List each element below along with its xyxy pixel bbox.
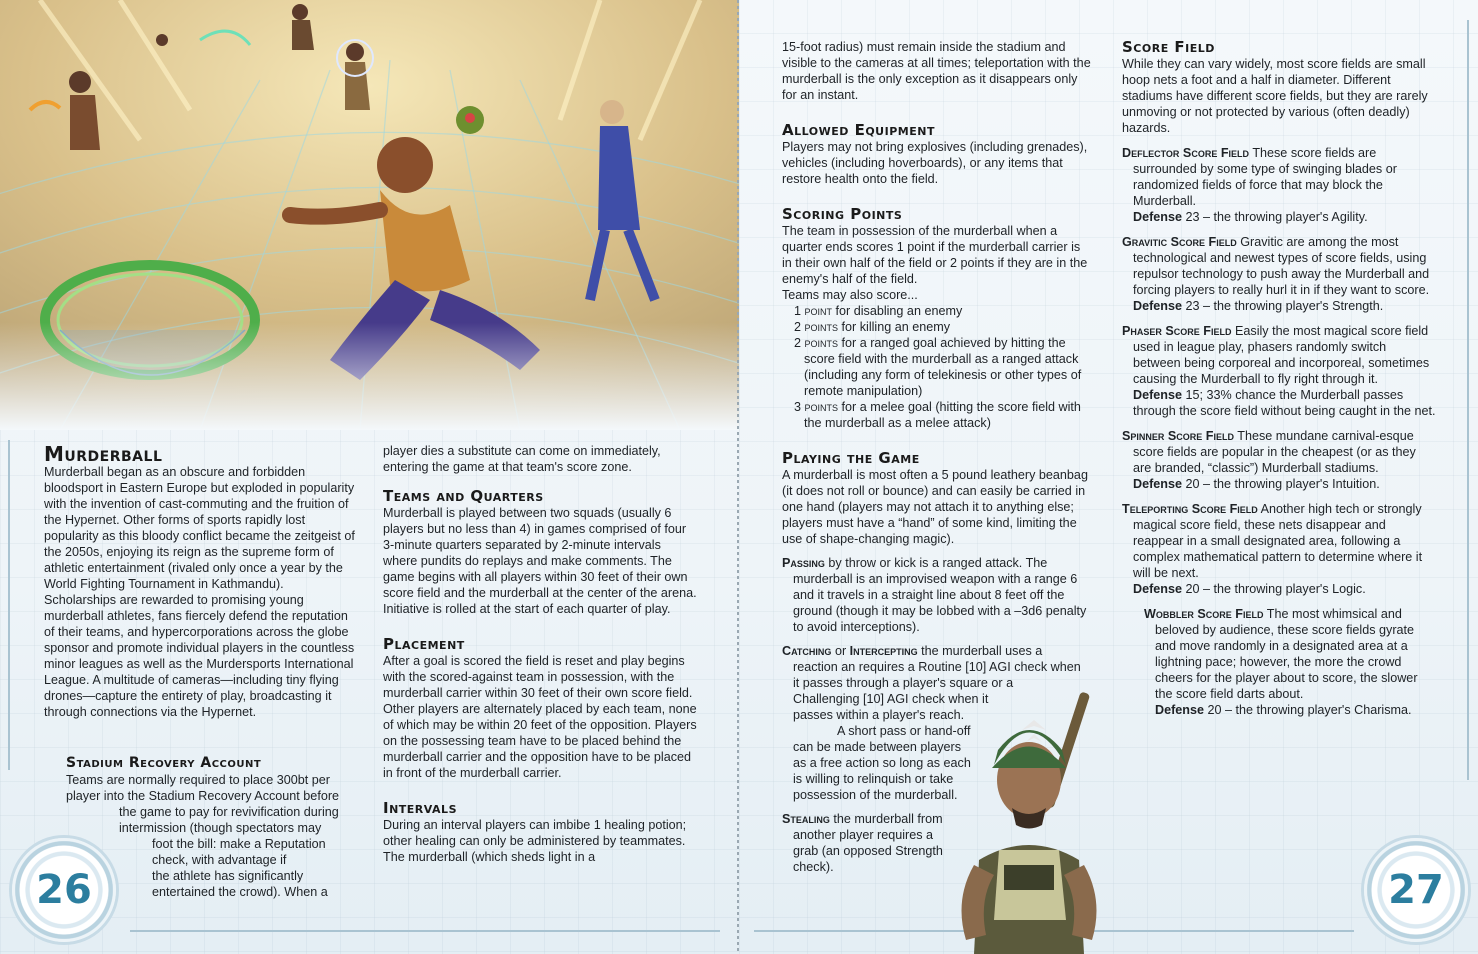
right-page <box>739 0 1478 954</box>
stadium-recovery-line: check, with advantage if <box>152 853 287 867</box>
score-field-entry-term: Phaser Score Field <box>1122 324 1232 338</box>
score-field-section <box>1122 39 1437 718</box>
defense-label: Defense <box>1155 703 1204 717</box>
score-field-entries <box>1122 145 1437 718</box>
defense-value: 23 – the throwing player's Agility. <box>1185 210 1368 224</box>
list-item: 3 points for a melee goal (hitting the score field with the murderball as a melee attack) <box>794 400 1081 430</box>
col2-intro: player dies a substitute can come on immediately, entering the game at that team's score zone. <box>383 444 661 474</box>
murderball-section <box>44 442 356 720</box>
scoring-points-body: The team in possession of the murderball when a quarter ends scores 1 point if the murderball carrier is in their own half of the field or 2 points if they are in the enemy's half of the field. <box>782 224 1088 286</box>
score-field-entry-term: Spinner Score Field <box>1122 429 1234 443</box>
stadium-recovery-line: Teams are normally required to place 300bt per <box>66 773 330 787</box>
score-field-entry-body: Another high tech or strongly magical score field, these nets disappear and reappear in a small designated area, following a complex mathematical pattern to determine where it will be next. <box>1133 502 1423 580</box>
col1-intro: 15-foot radius) must remain inside the stadium and visible to the cameras at all times; teleportation with the murderball is the only exception as it disappears only for an instant. <box>782 40 1091 102</box>
player-portrait-illustration <box>954 690 1104 954</box>
teams-quarters-heading: Teams and Quarters <box>383 487 544 505</box>
page-number-left: 26 <box>12 838 116 942</box>
score-field-entry <box>1122 606 1437 718</box>
placement-heading: Placement <box>383 635 465 653</box>
frame-line-left <box>8 440 10 770</box>
defense-value: 20 – the throwing player's Intuition. <box>1185 477 1380 491</box>
frame-line-right <box>1467 20 1469 780</box>
score-field-entry-body: These score fields are surrounded by some type of swinging blades or randomized fields of force that may block the Murderball. <box>1133 146 1397 208</box>
defense-label: Defense <box>1133 388 1182 402</box>
frame-line-bottom <box>130 930 720 932</box>
score-field-entry <box>1122 323 1437 419</box>
score-field-entry-term: Gravitic Score Field <box>1122 235 1237 249</box>
murderball-illustration <box>0 0 739 430</box>
stadium-recovery-heading: Stadium Recovery Account <box>66 755 262 771</box>
list-item: 2 points for a ranged goal achieved by hitting the score field with the murderball as a ranged attack (including any form of telekinesis or other types of remote manipulation) <box>794 336 1082 398</box>
placement-body: After a goal is scored the field is reset and play begins with the scored-against team in possession, with the murderball carrier within 30 feet of their own score field. Other players are alternately placed by each team, none of which may be within 20 feet of the opposition. Players on the possessing team have to be placed behind the murderball carrier and the opposition have to be placed in front of the murderball carrier. <box>383 654 697 780</box>
stadium-recovery-line: intermission (though spectators may <box>119 821 322 835</box>
score-field-entry-term: Wobbler Score Field <box>1144 607 1264 621</box>
intervals-heading: Intervals <box>383 799 457 817</box>
score-field-entry-term: Teleporting Score Field <box>1122 502 1258 516</box>
intercepting-term: Intercepting <box>849 644 918 658</box>
scoring-points-heading: Scoring Points <box>782 205 903 223</box>
score-field-entry-body: Easily the most magical score field used in league play, phasers randomly switch between being corporeal and incorporeal, sometimes causing the Murderball to fly right through it. <box>1133 324 1430 386</box>
defense-value: 20 – the throwing player's Logic. <box>1185 582 1366 596</box>
score-field-entry-term: Deflector Score Field <box>1122 146 1250 160</box>
list-item: 2 points for killing an enemy <box>794 320 951 334</box>
teams-quarters-body: Murderball is played between two squads (usually 6 players but no less than 4) in games comprised of four 3-minute quarters separated by 2-minute intervals where pundits do replays and make comments. The game begins with all players within 30 feet of their own score field and the murderball at the center of the arena. Initiative is rolled at the start of each quarter of play. <box>383 506 697 616</box>
score-field-entry <box>1122 428 1437 492</box>
playing-game-heading: Playing the Game <box>782 449 920 467</box>
passing-paragraph: Passing by throw or kick is a ranged attack. The murderball is an improvised weapon with a range 6 and it travels in a straight line about 8 feet off the ground (though it may be lobbed with a –3d6 penalty to avoid interceptions). <box>782 556 1087 634</box>
stealing-term: Stealing <box>782 812 830 826</box>
stadium-recovery-line: entertained the crowd). When a <box>152 885 328 899</box>
scoring-points-list <box>782 303 1092 431</box>
score-field-body: While they can vary widely, most score fields are small hoop nets a foot and a half in diameter. Different stadiums have different score fields, but they are rarely unmoving or not protected by various (often deadly) hazards. <box>1122 57 1428 135</box>
stadium-recovery-line: the athlete has significantly <box>152 869 304 883</box>
catching-term: Catching <box>782 644 832 658</box>
defense-value: 23 – the throwing player's Strength. <box>1185 299 1384 313</box>
passing-term: Passing <box>782 556 825 570</box>
stealing-paragraph: Stealing the murderball from another player requires a grab (an opposed Strength check). <box>782 812 943 874</box>
defense-value: 15; 33% chance the Murderball passes through the score field without being caught in the net. <box>1133 388 1436 418</box>
score-field-entry-body: These mundane carnival-esque score fields are popular in the cheapest (or as they are branded, “classic”) Murderball stadiums. <box>1133 429 1416 475</box>
score-field-heading: Score Field <box>1122 38 1215 56</box>
score-field-entry-body: Gravitic are among the most technological and newest types of score fields, using repulsor technology to push away the Murderball and forcing players to really hurl it in if they want to score. <box>1133 235 1430 297</box>
murderball-heading: Murderball <box>44 442 163 466</box>
score-field-entry <box>1122 145 1437 225</box>
murderball-body: Murderball began as an obscure and forbidden bloodsport in Eastern Europe but exploded in popularity with the invention of cast-commuting and the fruition of the Hypernet. Other forms of sports rapidly lost popularity as this bloody conflict became the zeitgeist of the 2050s, enjoying its reign as the supreme form of athletic entertainment (rivaled only once a year by the World Fighting Tournament in Kathmandu). Scholarships are rewarded to promising young murderball athletes, fans fiercely defend the reputation of their teams, and hypercorporations across the globe sponsor and promote individual players in the countless minor leagues as well as the Murdersports International League. A multitude of cameras—including tiny flying drones—capture the entirety of play, broadcasting it through connections via the Hypernet. <box>44 465 355 719</box>
playing-game-body: A murderball is most often a 5 pound leathery beanbag (it does not roll or bounce) and can easily be carried in one hand (players may not attach it to anything else; players must have a “hand” of some kind, limiting the use of shape-changing magic). <box>782 468 1088 546</box>
allowed-equipment-body: Players may not bring explosives (including grenades), vehicles (including hoverboards), or any items that restore health onto the field. <box>782 140 1088 186</box>
stadium-recovery-line: player into the Stadium Recovery Account before <box>66 789 340 803</box>
catching-paragraph: Catching or Intercepting the murderball uses a reaction an requires a Routine [10] AGI check when it passes through a player's square or a Challenging [10] AGI check when it passes within a player's reach. A short pass or hand-off can be made between players as a free action so long as each is willing to relinquish or take possession of the murderball. <box>782 644 1081 802</box>
defense-value: 20 – the throwing player's Charisma. <box>1207 703 1412 717</box>
defense-label: Defense <box>1133 210 1182 224</box>
stadium-recovery-line: the game to pay for revivification during <box>119 805 339 819</box>
scoring-points-also: Teams may also score... <box>782 288 918 302</box>
page-number-right: 27 <box>1364 838 1468 942</box>
defense-label: Defense <box>1133 477 1182 491</box>
defense-label: Defense <box>1133 582 1182 596</box>
left-column-2 <box>383 443 698 865</box>
allowed-equipment-heading: Allowed Equipment <box>782 121 935 139</box>
list-item: 1 point for disabling an enemy <box>794 304 963 318</box>
stadium-recovery-line: foot the bill: make a Reputation <box>152 837 326 851</box>
score-field-entry-body: The most whimsical and beloved by audience, these score fields gyrate and move randomly in a designated area at a lightning pace; however, the more the crowd cheers for the player about to score, the slower the score field darts about. <box>1155 607 1418 701</box>
score-field-entry <box>1122 234 1437 314</box>
intervals-body: During an interval players can imbibe 1 healing potion; other healing can only be administered by teammates. The murderball (which sheds light in a <box>383 818 687 864</box>
score-field-entry <box>1122 501 1437 597</box>
defense-label: Defense <box>1133 299 1182 313</box>
